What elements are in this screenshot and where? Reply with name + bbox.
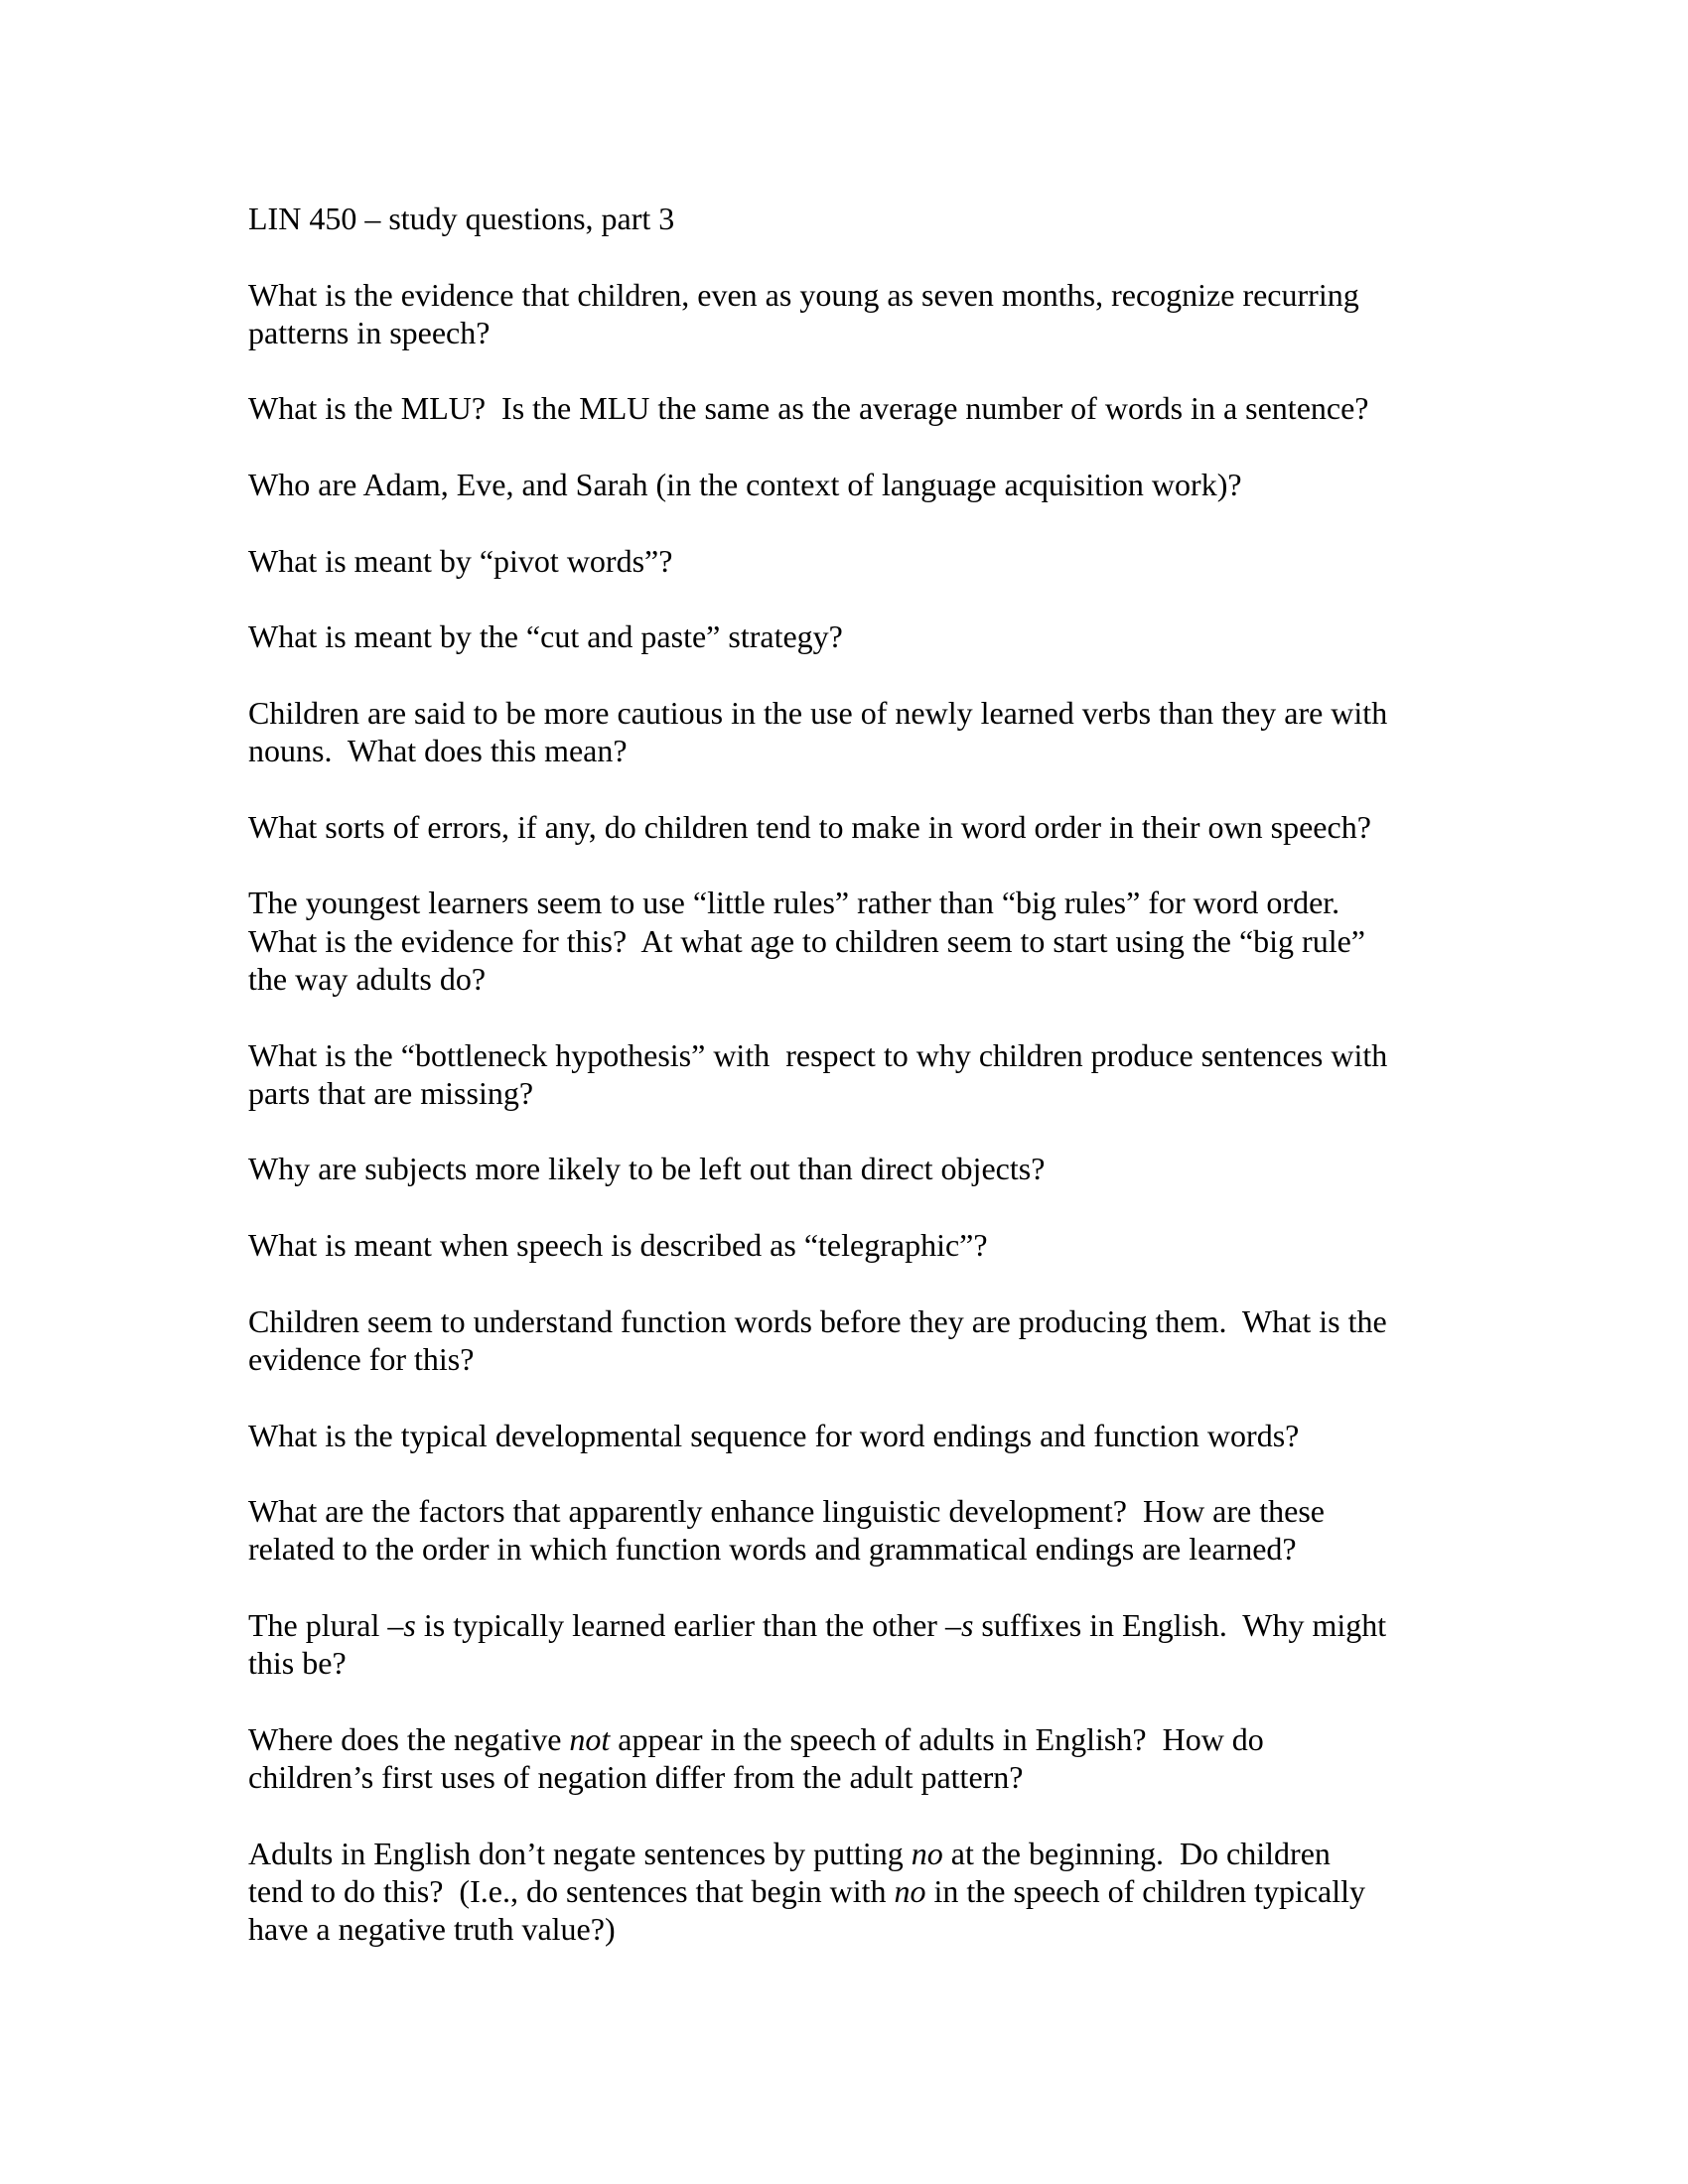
text-segment: in the speech of children typically xyxy=(925,1873,1366,1910)
question-line xyxy=(248,1720,1440,1758)
question-line: this be? xyxy=(248,1645,347,1682)
question-11 xyxy=(248,1226,1440,1264)
question-line: What sorts of errors, if any, do children tend to make in word order in their own speech? xyxy=(248,808,1371,845)
italic-word: no xyxy=(894,1873,926,1910)
question-line: related to the order in which function words and grammatical endings are learned? xyxy=(248,1531,1297,1568)
question-line: evidence for this? xyxy=(248,1340,475,1377)
question-line: children’s first uses of negation differ from the adult pattern? xyxy=(248,1759,1024,1796)
question-line: What is the MLU? Is the MLU the same as the average number of words in a sentence? xyxy=(248,390,1369,427)
question-line: What is the typical developmental sequence for word endings and function words? xyxy=(248,1417,1300,1453)
question-13 xyxy=(248,1417,1440,1454)
question-5 xyxy=(248,617,1440,655)
text-segment: tend to do this? (I.e., do sentences that begin with xyxy=(248,1873,895,1910)
question-line: Who are Adam, Eve, and Sarah (in the context of language acquisition work)? xyxy=(248,467,1242,503)
question-line xyxy=(248,1872,1440,1910)
question-line: nouns. What does this mean? xyxy=(248,733,628,769)
question-line: Children are said to be more cautious in the use of newly learned verbs than they are with xyxy=(248,694,1388,731)
question-line: The youngest learners seem to use “little rules” rather than “big rules” for word order. xyxy=(248,885,1340,921)
question-9 xyxy=(248,1036,1440,1113)
question-line: What is the “bottleneck hypothesis” with respect to why children produce sentences with xyxy=(248,1036,1388,1073)
question-line: the way adults do? xyxy=(248,960,487,997)
question-3 xyxy=(248,466,1440,503)
question-line: What is the evidence for this? At what age to children seem to start using the “big rule” xyxy=(248,922,1365,959)
document-body xyxy=(248,200,1440,1986)
text-segment: Adults in English don’t negate sentences by putting xyxy=(248,1835,912,1871)
question-1 xyxy=(248,276,1440,352)
italic-suffix: –s xyxy=(387,1606,416,1643)
question-10 xyxy=(248,1150,1440,1187)
question-line: What is meant by the “cut and paste” strategy? xyxy=(248,618,843,655)
question-8 xyxy=(248,884,1440,998)
italic-suffix: –s xyxy=(944,1606,974,1643)
text-segment: suffixes in English. Why might xyxy=(973,1606,1387,1643)
question-line: What is meant by “pivot words”? xyxy=(248,542,673,579)
text-segment: The plural xyxy=(248,1606,388,1643)
question-4 xyxy=(248,542,1440,580)
text-segment: is typically learned earlier than the other xyxy=(415,1606,945,1643)
question-line xyxy=(248,1835,1440,1872)
question-7 xyxy=(248,808,1440,846)
question-12 xyxy=(248,1302,1440,1379)
question-line: What is meant when speech is described as “telegraphic”? xyxy=(248,1227,988,1264)
question-17 xyxy=(248,1835,1440,1949)
question-line: have a negative truth value?) xyxy=(248,1911,616,1948)
question-line: parts that are missing? xyxy=(248,1074,534,1111)
question-16 xyxy=(248,1720,1440,1797)
text-segment: Where does the negative xyxy=(248,1720,570,1757)
question-14 xyxy=(248,1492,1440,1569)
question-2 xyxy=(248,389,1440,427)
question-6 xyxy=(248,694,1440,770)
text-segment: at the beginning. Do children xyxy=(942,1835,1331,1871)
question-line: What is the evidence that children, even as young as seven months, recognize recurring xyxy=(248,276,1359,313)
italic-word: not xyxy=(569,1720,611,1757)
question-line: Why are subjects more likely to be left out than direct objects? xyxy=(248,1151,1046,1187)
question-line: Children seem to understand function words before they are producing them. What is the xyxy=(248,1302,1387,1339)
question-15 xyxy=(248,1606,1440,1683)
question-line: patterns in speech? xyxy=(248,314,491,350)
title-text: LIN 450 – study questions, part 3 xyxy=(248,201,675,236)
text-segment: appear in the speech of adults in English? How do xyxy=(610,1720,1264,1757)
italic-word: no xyxy=(911,1835,943,1871)
question-line: What are the factors that apparently enhance linguistic development? How are these xyxy=(248,1493,1325,1530)
document-title xyxy=(248,200,1440,237)
question-line xyxy=(248,1606,1440,1644)
